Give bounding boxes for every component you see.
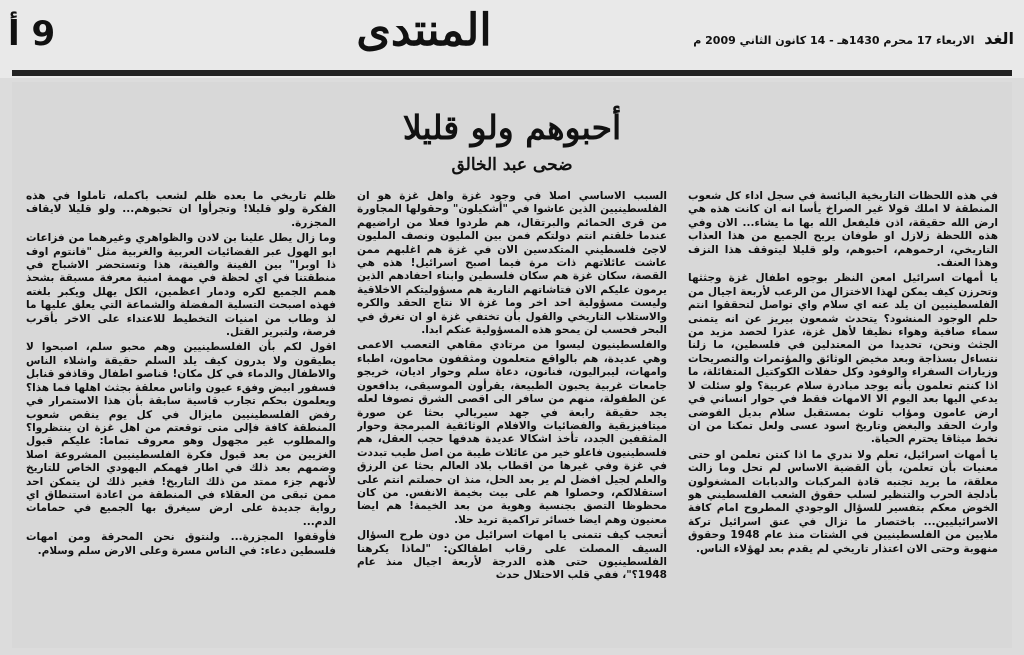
paragraph: يا أمهات اسرائيل امعن النظر بوجوه اطفال غزة وجثثها وتحرزن كيف يمكن لهذا الاختزال من الرعب لأربعة اجيال من الفلسطينيين ان يلد عنه اي سلام واي تواصل لتحققوا انتم حلم الوجود المنشود؟ يتحدث شمعون بيريز عن انه يتمنى سماء صافية وهواء نظيفا لأهل غزة، عذرا لحصد مزيد من الجثث ونحن، تحديدا من المعتدلين في فلسطين، ما زلنا نتساءل بسذاجة وبعد مخيض الوثائق والمؤتمرات والتصريحات وزيارات السفراء والوفود وكل حفلات الكوكتيل المتفائلة، ما اذا كنتم تعلمون بأنه يوجد مبادرة سلام عربية؟ ولو سئلت لا يدعي اليها بعد اليوم الا الامهات فقط في حوار انساني في ارض عامون ومؤاب تلوث بمستقبل سلام بديل الفوضى وارث الحقد والبغض وتاريخ اسود عسى ولعل تمكنا من ان نخط ميثاقا يحترم الحياة. bbox=[688, 272, 998, 446]
paragraph: والفلسطينيون ليسوا من مرتادي مقاهي التعصب الاعمى وهي عديدة، هم بالواقع متعلمون ومثقفون محامون، اطباء وامهات، ليبراليون، فنانون، دعاة سلم وحوار اديان، خريجو جامعات غربية يحبون الطبيعة، يقرأون الموسيقى، يدافعون عن الطفولة، منهم من سافر الى اقصى الشرق تصوفا لعله يجد حقيقة رابعة في جهد سيريالي بحثا عن صورة ميتافيزيقية والفضائيات والافلام الوثائقية المبرمجة وحوار المثقفين الجدد، تأخذ اشكالا عديدة هدفها حجب العقل، هم فلسطينيون فاعلو خير من عائلات طيبة من اصل طيب تبددت في غزة وفي غيرها من اقطاب بلاد العالم بحثا عن الرزق والعلم لجيل افضل لم ير بعد الحل، منذ ان حصلتم انتم على استقلالكم، وحصلوا هم على بيت بخيمة الانفس. من كان محظوظا التصق بجنسية وهوية من بعد الخيمة! هم ايضا معنيون وهم ايضا خسائر تراكمية تريد حلا. bbox=[357, 339, 667, 526]
newspaper-logo: الغد bbox=[984, 29, 1014, 48]
section-title: المنتدى bbox=[356, 5, 492, 56]
paragraph: ظلم تاريخي ما بعده ظلم لشعب بأكمله، تأملوا في هذه الفكرة ولو قليلا! وتجرأوا ان تحبوهم... ولو قليلا لايقاف المجزرة. bbox=[26, 190, 336, 229]
paragraph: فأوقفوا المجزرة... ولنتوق نحن المحرقة ومن امهات فلسطين دعاء: في الناس مسرة وعلى الارض سلم وسلام. bbox=[26, 531, 336, 557]
article-byline: ضحى عبد الخالق bbox=[451, 155, 573, 175]
paragraph: في هذه اللحظات التاريخية البائسة في سجل اداء كل شعوب المنطقة لا املك قولا غير الصراخ يأسا انه ان كانت هذه هي ارض الله حقيقة، اذن فليفعل الله بها ما يشاء... الان وفي هذه اللحظة زلازل او طوفان يريح الجميع من هذا العذاب التاريخي، ارحموهم، احبوهم، ولو قليلا ليتوقف هذا النزف وهذا العنف. bbox=[688, 190, 998, 270]
dateline bbox=[690, 28, 1014, 50]
article-column-3 bbox=[26, 190, 336, 640]
paragraph: وما زال يطل علينا بن لادن والظواهري وغيرهما من فزاعات ابو الهول عبر الفضائيات العربية والغربية مثل "فانتوم اوف ذا اوبرا" بين الفينة والفينة، هذا وتستحضر الاشباح في منطقتنا في اي لحظة في مهمة امنية معرفة مسبقة بشحذ همم الجميع لكره ودمار اعظمين، الكل يهلل ويكبر بلغته فهذه اصبحت التسلية المفضلة والشماعة التي يعلق عليها ما لذ وطاب من امنيات التخطيط للاعتداء على الاخر بأقرب فرصة، ولتبرير القتل. bbox=[26, 232, 336, 339]
article-column-1 bbox=[688, 190, 998, 640]
article-column-2 bbox=[357, 190, 667, 640]
article bbox=[12, 82, 1012, 648]
page-header bbox=[0, 0, 1024, 78]
issue-date: الاربعاء 17 محرم 1430هـ - 14 كانون الثاني 2009 م bbox=[693, 34, 975, 47]
paragraph: اقول لكم بأن الفلسطينيين وهم محبو سلم، اصبحوا لا يطيقون ولا يدرون كيف يلد السلم حقيقة واشلاء الناس والاطفال والدماء في كل مكان! قناصو اطفال وقاذفو قنابل فسفور ابيض وفقء عيون واناس معلقة بجثث اهلها فما هذا؟ ويعلمون بحكم تجارب قاسية سابقة بأن هذا الاستمرار في رفض الفلسطينيين مايزال في كل يوم ينقص شعوب المنطقة كافة فإلى متى توقعتم من اهل غزة ان ينتظروا؟ والمطلوب غير مجهول وهو معروف تماما: عليكم قبول الغزيين من بعد قبول فكرة الفلسطينيين المشروعة اصلا وضمهم بعد ذلك في اطار فهمكم اليهودي الخاص للتاريخ لأنهم جزء ممتد من ذلك التاريخ! فغير ذلك لن يتمكن احد ممن تبقى من العقلاء في المنطقة من اعادة استنطاق اي رواية جديدة على ارض سيغرق بها الجميع في حمامات الدم... bbox=[26, 341, 336, 528]
article-headline: أحبوهم ولو قليلا bbox=[402, 108, 622, 147]
paragraph: يا أمهات اسرائيل، تعلم ولا ندري ما اذا كنتن تعلمن او حتى معنيات بأن تعلمن، بأن القضية الاساس لم تحل وما زالت معلقة، ما يريد تجنبه قادة المركبات والدبابات المشغولون بأدلجة الحرب والتنظير لسلب حقوق الشعب الفلسطيني هو الخوض معكم بتفسير للسؤال الوجودي المطروح امام كافة الاسرائيليين... باختصار ما تزال في عنق اسرائيل تركة ملايين من الفلسطينيين في الشتات منذ عام 1948 وحقوق منهوبة وحتى الان اعتذار تاريخي لم يقدم بعد لهؤلاء الناس. bbox=[688, 448, 998, 555]
header-rule bbox=[12, 70, 1012, 76]
page-number: 9 أ bbox=[8, 14, 56, 54]
paragraph: أتعجب كيف تتمنى يا امهات اسرائيل من دون طرح السؤال السيف المصلت على رقاب اطفالكن: "لماذا يكرهنا الفلسطينيون حتى هذه الدرجة لأربعة اجيال منذ عام 1948؟"، ففي قلب الاحتلال حدث bbox=[357, 529, 667, 582]
paragraph: السبب الاساسي اصلا في وجود غزة واهل غزة هو ان الفلسطينيين الذين عاشوا في "أشكيلون" وحقولها المجاورة من قرى الحمائم والبرتقال، هم طردوا فعلا من اراضيهم عندما خلقتم انتم دولتكم فمن بين المليون ونصف المليون لاجئ فلسطيني المتكدسين الان في غزة هم اغلبهم ممن عاشت عائلاتهم ذات مرة فيما اصبح اسرائيل! هذه هي القصة، سكان غزة هم سكان فلسطين وابناء احفادهم الذين يرمون عليكم الان فتاشاتهم النارية هم مسؤوليتكم الاخلاقية وليست مسؤولية احد اخر وما غزة الا نتاج الحقد والكره والاستلاب التاريخي والقول بأن تختفي غزة او ان تغرق في البحر فحسب لن يمحو هذه المسؤولية عنكم ابدا. bbox=[357, 190, 667, 337]
